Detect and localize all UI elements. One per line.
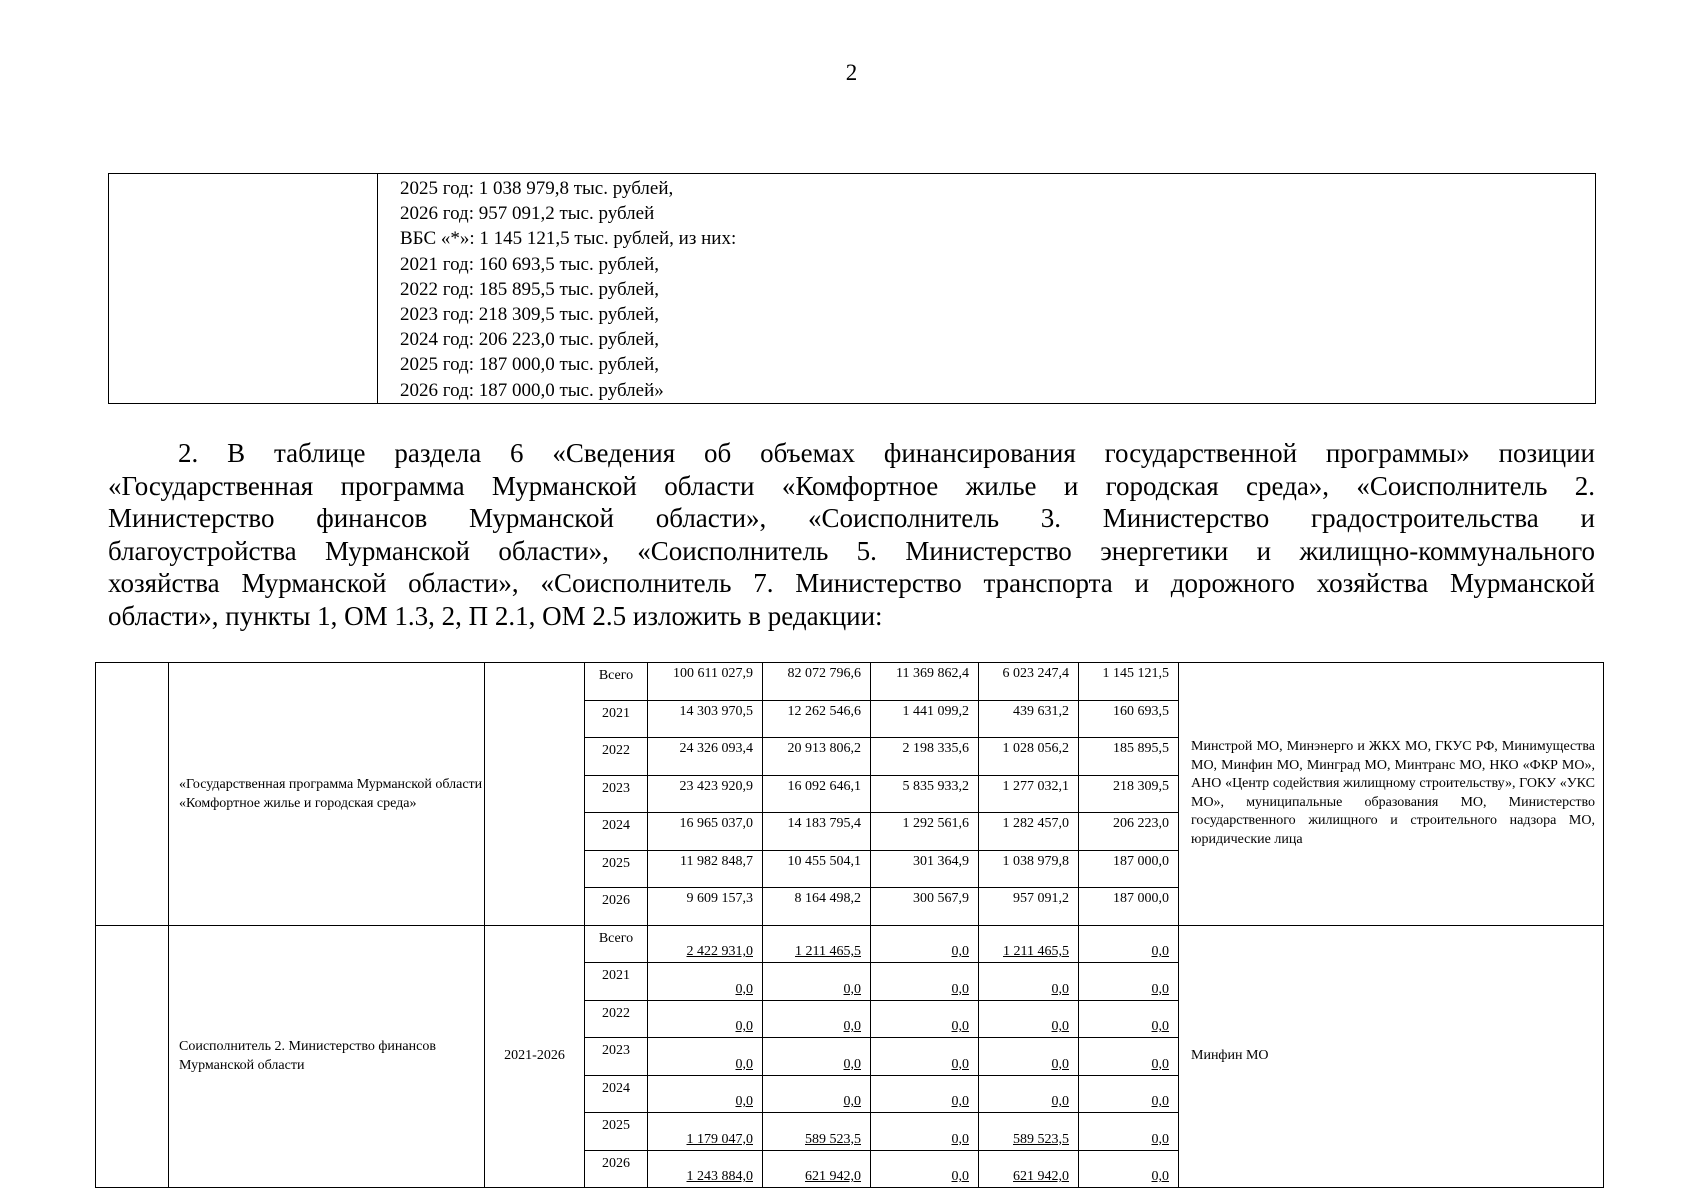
- continuation-line: 2024 год: 206 223,0 тыс. рублей,: [400, 329, 659, 351]
- amount-value: 2 422 931,0: [686, 944, 753, 959]
- year-cell: Всего: [585, 663, 648, 701]
- amount-cell: [1079, 663, 1179, 701]
- amount-value: 621 942,0: [805, 1169, 861, 1184]
- amount-value: 300 567,9: [913, 891, 969, 906]
- amount-cell: [763, 738, 871, 776]
- year-cell: 2021: [585, 963, 648, 1001]
- amount-cell: [648, 738, 763, 776]
- amount-value: 16 092 646,1: [787, 778, 861, 794]
- amount-cell: [648, 925, 763, 963]
- amount-cell: [763, 1150, 871, 1188]
- amount-cell: [1079, 1000, 1179, 1038]
- year-cell: 2022: [585, 738, 648, 776]
- year-cell: 2023: [585, 1038, 648, 1076]
- paragraph-line: 2. В таблице раздела 6 «Сведения об объемах финансирования государственной программы» позиции: [178, 438, 1595, 468]
- amount-cell: [979, 963, 1079, 1001]
- amount-cell: [871, 888, 979, 926]
- amount-value: 0,0: [951, 1056, 969, 1072]
- amount-cell: [979, 813, 1079, 851]
- amount-cell: [979, 1000, 1079, 1038]
- amount-value: 1 145 121,5: [1102, 666, 1169, 681]
- year-cell: 2022: [585, 1000, 648, 1038]
- amount-value: 957 091,2: [1013, 891, 1069, 906]
- amount-value: 1 243 884,0: [686, 1169, 753, 1184]
- amount-cell: [979, 1038, 1079, 1076]
- amount-cell: [763, 1113, 871, 1151]
- year-cell: Всего: [585, 925, 648, 963]
- amount-cell: [763, 850, 871, 888]
- amount-value: 301 364,9: [913, 853, 969, 869]
- executors-cell: Минстрой МО, Минэнерго и ЖКХ МО, ГКУС РФ, Минимущества МО, Минфин МО, Минград МО, Минтранс МО, НКО «ФКР МО», АНО «Центр содействия жилищному строительству», ГОКУ «УКС МО», муниципальные образования МО, Министерство государственного жилищного и строительного надзора МО, юридические лица: [1179, 663, 1604, 926]
- row-number-cell: [96, 663, 169, 926]
- paragraph-line: «Государственная программа Мурманской области «Комфортное жилье и городская среда», «Соисполнитель 2.: [108, 470, 1595, 501]
- amount-cell: [1079, 1113, 1179, 1151]
- year-cell: 2024: [585, 1075, 648, 1113]
- amount-cell: [1079, 700, 1179, 738]
- amount-cell: [1079, 850, 1179, 888]
- paragraph-line: Министерство финансов Мурманской области», «Соисполнитель 3. Министерство градостроительства и: [108, 503, 1595, 533]
- amount-cell: [979, 775, 1079, 813]
- amount-cell: [1079, 1075, 1179, 1113]
- amount-value: 0,0: [1051, 981, 1069, 997]
- amount-value: 23 423 920,9: [679, 778, 753, 794]
- amount-cell: [1079, 738, 1179, 776]
- amount-value: 0,0: [735, 1019, 753, 1034]
- amount-cell: [763, 963, 871, 1001]
- amount-cell: [1079, 963, 1179, 1001]
- amount-value: 0,0: [735, 1094, 753, 1109]
- amount-value: 1 211 465,5: [1003, 944, 1069, 959]
- continuation-text-cell: [378, 174, 1595, 403]
- amount-value: 0,0: [1051, 1094, 1069, 1109]
- amount-value: 100 611 027,9: [673, 666, 753, 681]
- amount-cell: [763, 1000, 871, 1038]
- financing-table: [95, 662, 1604, 1188]
- amount-cell: [871, 1150, 979, 1188]
- amount-cell: [763, 888, 871, 926]
- amount-cell: [763, 775, 871, 813]
- amount-value: 14 183 795,4: [787, 816, 861, 831]
- table-row: [96, 663, 1604, 701]
- amount-value: 187 000,0: [1113, 891, 1169, 906]
- period-cell: [485, 663, 585, 926]
- amount-cell: [763, 1075, 871, 1113]
- continuation-line: 2025 год: 187 000,0 тыс. рублей,: [400, 354, 659, 376]
- amount-value: 187 000,0: [1113, 853, 1169, 869]
- amount-cell: [1079, 1150, 1179, 1188]
- amount-cell: [979, 925, 1079, 963]
- amount-value: 1 441 099,2: [902, 703, 969, 719]
- amount-value: 0,0: [843, 981, 861, 997]
- amount-cell: [1079, 888, 1179, 926]
- amount-cell: [648, 1075, 763, 1113]
- amount-value: 1 282 457,0: [1002, 816, 1069, 831]
- amount-value: 12 262 546,6: [787, 703, 861, 719]
- amount-value: 0,0: [1151, 944, 1169, 959]
- year-cell: 2026: [585, 1150, 648, 1188]
- amount-cell: [763, 1038, 871, 1076]
- amount-value: 0,0: [951, 1094, 969, 1109]
- amount-value: 24 326 093,4: [679, 741, 753, 756]
- amount-cell: [979, 1113, 1079, 1151]
- amount-cell: [871, 813, 979, 851]
- period-cell: 2021-2026: [485, 925, 585, 1188]
- amount-value: 0,0: [1051, 1019, 1069, 1034]
- amount-cell: [979, 700, 1079, 738]
- continuation-line: 2021 год: 160 693,5 тыс. рублей,: [400, 253, 659, 275]
- paragraph-line: благоустройства Мурманской области», «Соисполнитель 5. Министерство энергетики и жилищно-коммунального: [108, 535, 1595, 566]
- amount-value: 14 303 970,5: [679, 703, 753, 719]
- year-cell: 2026: [585, 888, 648, 926]
- amount-value: 11 982 848,7: [680, 853, 753, 869]
- amount-value: 218 309,5: [1113, 778, 1169, 794]
- amount-value: 0,0: [1151, 1169, 1169, 1184]
- amount-cell: [648, 850, 763, 888]
- amount-value: 1 028 056,2: [1002, 741, 1069, 756]
- amount-cell: [648, 775, 763, 813]
- continuation-line: 2026 год: 957 091,2 тыс. рублей: [400, 203, 655, 225]
- amount-value: 0,0: [1151, 981, 1169, 997]
- amount-value: 10 455 504,1: [787, 853, 861, 869]
- year-cell: 2024: [585, 813, 648, 851]
- paragraph-line: области», пункты 1, ОМ 1.3, 2, П 2.1, ОМ 2.5 изложить в редакции:: [108, 600, 883, 631]
- continuation-label-cell: [109, 174, 378, 403]
- amount-cell: [871, 1000, 979, 1038]
- continuation-line: 2023 год: 218 309,5 тыс. рублей,: [400, 304, 659, 326]
- amount-cell: [648, 1113, 763, 1151]
- amount-value: 0,0: [951, 1019, 969, 1034]
- page-number: 2: [845, 60, 858, 85]
- amount-value: 160 693,5: [1113, 703, 1169, 719]
- amount-cell: [763, 700, 871, 738]
- amount-value: 0,0: [951, 944, 969, 959]
- amount-value: 0,0: [843, 1094, 861, 1109]
- amount-cell: [1079, 775, 1179, 813]
- amount-cell: [648, 1150, 763, 1188]
- amount-value: 439 631,2: [1013, 703, 1069, 719]
- amount-value: 11 369 862,4: [896, 666, 969, 681]
- amount-value: 1 211 465,5: [795, 944, 861, 959]
- amount-value: 20 913 806,2: [787, 741, 861, 756]
- amount-value: 206 223,0: [1113, 816, 1169, 831]
- amount-value: 6 023 247,4: [1002, 666, 1069, 681]
- amount-cell: [763, 925, 871, 963]
- amount-value: 82 072 796,6: [787, 666, 861, 681]
- amount-cell: [979, 738, 1079, 776]
- amount-value: 0,0: [1151, 1056, 1169, 1072]
- amount-cell: [871, 700, 979, 738]
- amount-cell: [648, 1000, 763, 1038]
- amount-cell: [871, 1038, 979, 1076]
- amendment-paragraph: [108, 437, 1595, 632]
- amount-cell: [871, 925, 979, 963]
- amount-value: 0,0: [951, 981, 969, 997]
- amount-cell: [763, 663, 871, 701]
- amount-value: 589 523,5: [1013, 1131, 1069, 1147]
- amount-cell: [871, 1113, 979, 1151]
- amount-cell: [648, 663, 763, 701]
- amount-cell: [979, 850, 1079, 888]
- amount-cell: [1079, 813, 1179, 851]
- continuation-line: 2025 год: 1 038 979,8 тыс. рублей,: [400, 178, 674, 199]
- amount-value: 1 179 047,0: [686, 1131, 753, 1147]
- amount-value: 0,0: [1151, 1094, 1169, 1109]
- program-name-cell: «Государственная программа Мурманской области «Комфортное жилье и городская среда»: [169, 663, 485, 926]
- amount-cell: [871, 963, 979, 1001]
- amount-cell: [648, 888, 763, 926]
- amount-value: 0,0: [1151, 1131, 1169, 1147]
- executors-cell: Минфин МО: [1179, 925, 1604, 1188]
- amount-value: 5 835 933,2: [902, 778, 969, 794]
- amount-cell: [871, 775, 979, 813]
- paragraph-line: хозяйства Мурманской области», «Соисполнитель 7. Министерство транспорта и дорожного хозяйства Мурманской: [108, 568, 1595, 598]
- amount-value: 0,0: [1151, 1019, 1169, 1034]
- continuation-line: 2026 год: 187 000,0 тыс. рублей»: [400, 379, 664, 401]
- amount-cell: [979, 888, 1079, 926]
- amount-cell: [979, 663, 1079, 701]
- amount-cell: [648, 700, 763, 738]
- program-name-cell: Соисполнитель 2. Министерство финансов Мурманской области: [169, 925, 485, 1188]
- amount-value: 2 198 335,6: [902, 741, 969, 756]
- continuation-table: [108, 173, 1596, 404]
- amount-cell: [979, 1150, 1079, 1188]
- amount-value: 0,0: [1051, 1056, 1069, 1072]
- amount-value: 185 895,5: [1113, 741, 1169, 756]
- amount-value: 16 965 037,0: [679, 816, 753, 831]
- amount-value: 1 277 032,1: [1002, 778, 1069, 794]
- amount-value: 0,0: [843, 1019, 861, 1034]
- continuation-line: ВБС «*»: 1 145 121,5 тыс. рублей, из них:: [400, 228, 737, 250]
- table-row: [96, 925, 1604, 963]
- amount-cell: [648, 813, 763, 851]
- amount-value: 0,0: [951, 1131, 969, 1147]
- amount-value: 8 164 498,2: [794, 891, 861, 906]
- amount-value: 589 523,5: [805, 1131, 861, 1147]
- amount-value: 0,0: [951, 1169, 969, 1184]
- amount-cell: [1079, 925, 1179, 963]
- year-cell: 2025: [585, 1113, 648, 1151]
- amount-cell: [871, 1075, 979, 1113]
- amount-value: 9 609 157,3: [686, 891, 753, 906]
- year-cell: 2021: [585, 700, 648, 738]
- amount-cell: [871, 738, 979, 776]
- year-cell: 2023: [585, 775, 648, 813]
- amount-value: 0,0: [735, 1056, 753, 1072]
- amount-value: 621 942,0: [1013, 1169, 1069, 1184]
- amount-value: 1 038 979,8: [1002, 853, 1069, 869]
- amount-cell: [648, 1038, 763, 1076]
- amount-cell: [871, 663, 979, 701]
- amount-value: 0,0: [843, 1056, 861, 1072]
- amount-value: 0,0: [735, 981, 753, 997]
- amount-cell: [763, 813, 871, 851]
- amount-cell: [1079, 1038, 1179, 1076]
- amount-cell: [648, 963, 763, 1001]
- amount-cell: [979, 1075, 1079, 1113]
- continuation-line: 2022 год: 185 895,5 тыс. рублей,: [400, 278, 659, 300]
- row-number-cell: [96, 925, 169, 1188]
- year-cell: 2025: [585, 850, 648, 888]
- amount-value: 1 292 561,6: [902, 816, 969, 831]
- amount-cell: [871, 850, 979, 888]
